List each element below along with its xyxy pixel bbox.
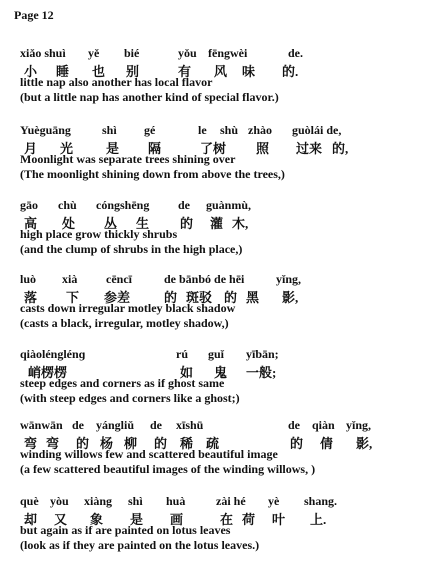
- pinyin-word: xià: [62, 272, 78, 286]
- pinyin-word: de: [288, 418, 300, 432]
- translation-line: (and the clump of shrubs in the high place,): [20, 241, 243, 256]
- translation-line: (but a little nap has another kind of special flavor.): [20, 89, 279, 104]
- hanzi-char: 光: [60, 140, 74, 156]
- hanzi-char: 黑: [246, 289, 260, 305]
- hanzi-char: 峭楞楞: [28, 364, 68, 380]
- hanzi-char: 生: [136, 215, 150, 231]
- pinyin-word: shang.: [304, 494, 338, 508]
- pinyin-word: yībān;: [246, 347, 279, 361]
- hanzi-char: 鬼: [214, 364, 228, 380]
- hanzi-char: 疏: [206, 435, 220, 451]
- pinyin-line: [20, 198, 252, 213]
- pinyin-word: yè: [268, 494, 280, 508]
- hanzi-char: 隔: [148, 140, 162, 156]
- pinyin-word: cóngshēng: [96, 198, 150, 212]
- hanzi-line: [20, 213, 249, 231]
- stanza-4: [20, 272, 302, 330]
- hanzi-char: 的: [290, 435, 304, 451]
- gloss-line: high place grow thickly shrubs: [20, 227, 178, 241]
- hanzi-char: 稀: [180, 435, 194, 451]
- hanzi-char: 斑驳: [186, 289, 213, 305]
- pinyin-word: yǒu: [178, 46, 197, 60]
- pinyin-line: [20, 494, 338, 509]
- gloss-line: winding willows few and scattered beautiful image: [20, 447, 278, 461]
- page-label: Page 12: [14, 8, 54, 22]
- hanzi-char: 上.: [310, 511, 327, 527]
- hanzi-char: 弯: [46, 435, 60, 451]
- pinyin-word: xiàng: [84, 494, 113, 508]
- gloss-line: little nap also another has local flavor: [20, 75, 213, 89]
- hanzi-char: 的,: [332, 140, 349, 156]
- hanzi-char: 柳: [124, 435, 138, 451]
- pinyin-word: gé: [144, 123, 156, 137]
- pinyin-word: què: [20, 494, 39, 508]
- pinyin-word: cēncī: [106, 272, 132, 286]
- hanzi-line: [20, 61, 299, 79]
- pinyin-word: bié: [124, 46, 140, 60]
- pinyin-word: zhào: [248, 123, 272, 137]
- hanzi-line: [20, 433, 373, 451]
- hanzi-char: 画: [170, 511, 184, 527]
- hanzi-char: 的.: [282, 63, 299, 79]
- hanzi-char: 在: [220, 511, 234, 527]
- hanzi-line: [20, 509, 327, 527]
- hanzi-char: 别: [126, 63, 140, 79]
- pinyin-line: [20, 347, 279, 362]
- pinyin-word: guòlái de,: [292, 123, 342, 137]
- hanzi-char: 的: [154, 435, 168, 451]
- pinyin-word: yǐng,: [346, 418, 372, 432]
- hanzi-char: 落: [24, 289, 38, 305]
- pinyin-line: [20, 123, 342, 138]
- pinyin-word: gāo: [20, 198, 38, 212]
- stanza-6: [20, 418, 373, 476]
- translation-line: (a few scattered beautiful images of the winding willows, ): [20, 461, 316, 476]
- pinyin-line: [20, 46, 303, 61]
- hanzi-char: 有: [178, 63, 192, 79]
- hanzi-char: 的: [76, 435, 90, 451]
- hanzi-char: 如: [180, 364, 194, 380]
- pinyin-word: chù: [58, 198, 77, 212]
- pinyin-word: de: [72, 418, 84, 432]
- hanzi-char: 参差: [104, 289, 131, 305]
- gloss-line: steep edges and corners as if ghost same: [20, 376, 225, 390]
- hanzi-char: 影,: [282, 289, 299, 305]
- pinyin-word: wānwān: [20, 418, 63, 432]
- pinyin-line: [20, 418, 372, 433]
- hanzi-char: 一般;: [246, 364, 277, 380]
- stanza-7: [20, 494, 338, 552]
- pinyin-word: xiǎo shuì: [20, 46, 66, 60]
- pinyin-word: yòu: [50, 494, 69, 508]
- pinyin-word: luò: [20, 272, 37, 286]
- hanzi-char: 木,: [232, 215, 249, 231]
- pinyin-word: guànmù,: [206, 198, 252, 212]
- translation-line: (look as if they are painted on the lotus leaves.): [20, 537, 260, 552]
- gloss-line: casts down irregular motley black shadow: [20, 301, 236, 315]
- pinyin-word: rú: [176, 347, 188, 361]
- pinyin-word: zài hé: [216, 494, 246, 508]
- translation-line: (casts a black, irregular, motley shadow,): [20, 315, 229, 330]
- hanzi-char: 灌: [210, 215, 224, 231]
- hanzi-char: 是: [130, 511, 144, 527]
- hanzi-char: 弯: [24, 435, 38, 451]
- hanzi-char: 睡: [56, 63, 70, 79]
- pinyin-word: fēngwèi: [208, 46, 248, 60]
- hanzi-char: 小: [24, 63, 38, 79]
- pinyin-word: de: [178, 198, 190, 212]
- hanzi-char: 也: [92, 63, 106, 79]
- hanzi-char: 下: [66, 289, 80, 305]
- pinyin-word: xīshū: [176, 418, 204, 432]
- pinyin-word: le: [198, 123, 207, 137]
- hanzi-char: 却: [24, 511, 38, 527]
- hanzi-char: 照: [256, 140, 270, 156]
- hanzi-char: 味: [242, 63, 256, 79]
- hanzi-char: 影,: [356, 435, 373, 451]
- hanzi-char: 荷: [242, 511, 256, 527]
- pinyin-word: de bānbó de hēi: [164, 272, 245, 286]
- stanza-2: [20, 123, 349, 181]
- pinyin-word: Yuèguāng: [20, 123, 71, 137]
- hanzi-char: 月: [24, 140, 38, 156]
- hanzi-char: 叶: [272, 511, 286, 527]
- hanzi-char: 丛: [104, 215, 118, 231]
- hanzi-char: 风: [214, 63, 228, 79]
- hanzi-char: 了树: [200, 140, 227, 156]
- translation-line: (The moonlight shining down from above the trees,): [20, 166, 285, 181]
- pinyin-word: qiàn: [312, 418, 335, 432]
- pinyin-word: yě: [88, 46, 100, 60]
- pinyin-line: [20, 272, 302, 287]
- hanzi-char: 是: [106, 140, 120, 156]
- stanza-3: [20, 198, 252, 256]
- gloss-line: Moonlight was separate trees shining over: [20, 152, 236, 166]
- translation-line: (with steep edges and corners like a ghost;): [20, 390, 240, 405]
- pinyin-word: qiàolénglénɡ: [20, 347, 86, 361]
- hanzi-line: [20, 362, 277, 380]
- hanzi-char: 的: [180, 215, 194, 231]
- hanzi-char: 高: [24, 215, 38, 231]
- hanzi-char: 又: [54, 511, 68, 527]
- hanzi-char: 的: [164, 289, 178, 305]
- hanzi-line: [20, 287, 299, 305]
- pinyin-word: shì: [128, 494, 143, 508]
- hanzi-char: 处: [62, 215, 76, 231]
- gloss-line: but again as if are painted on lotus leaves: [20, 523, 231, 537]
- pinyin-word: guǐ: [208, 347, 225, 361]
- hanzi-char: 杨: [100, 435, 114, 451]
- hanzi-char: 倩: [320, 435, 334, 451]
- hanzi-char: 过来: [296, 140, 323, 156]
- pinyin-word: huà: [166, 494, 186, 508]
- pinyin-word: yángliǔ: [96, 418, 135, 432]
- pinyin-word: shì: [102, 123, 117, 137]
- pinyin-word: de: [150, 418, 162, 432]
- pinyin-word: yǐng,: [276, 272, 302, 286]
- pinyin-word: shù: [220, 123, 239, 137]
- hanzi-char: 的: [224, 289, 238, 305]
- hanzi-char: 象: [90, 511, 104, 527]
- hanzi-line: [20, 138, 349, 156]
- pinyin-word: de.: [288, 46, 303, 60]
- stanza-5: [20, 347, 279, 405]
- stanza-1: [20, 46, 303, 104]
